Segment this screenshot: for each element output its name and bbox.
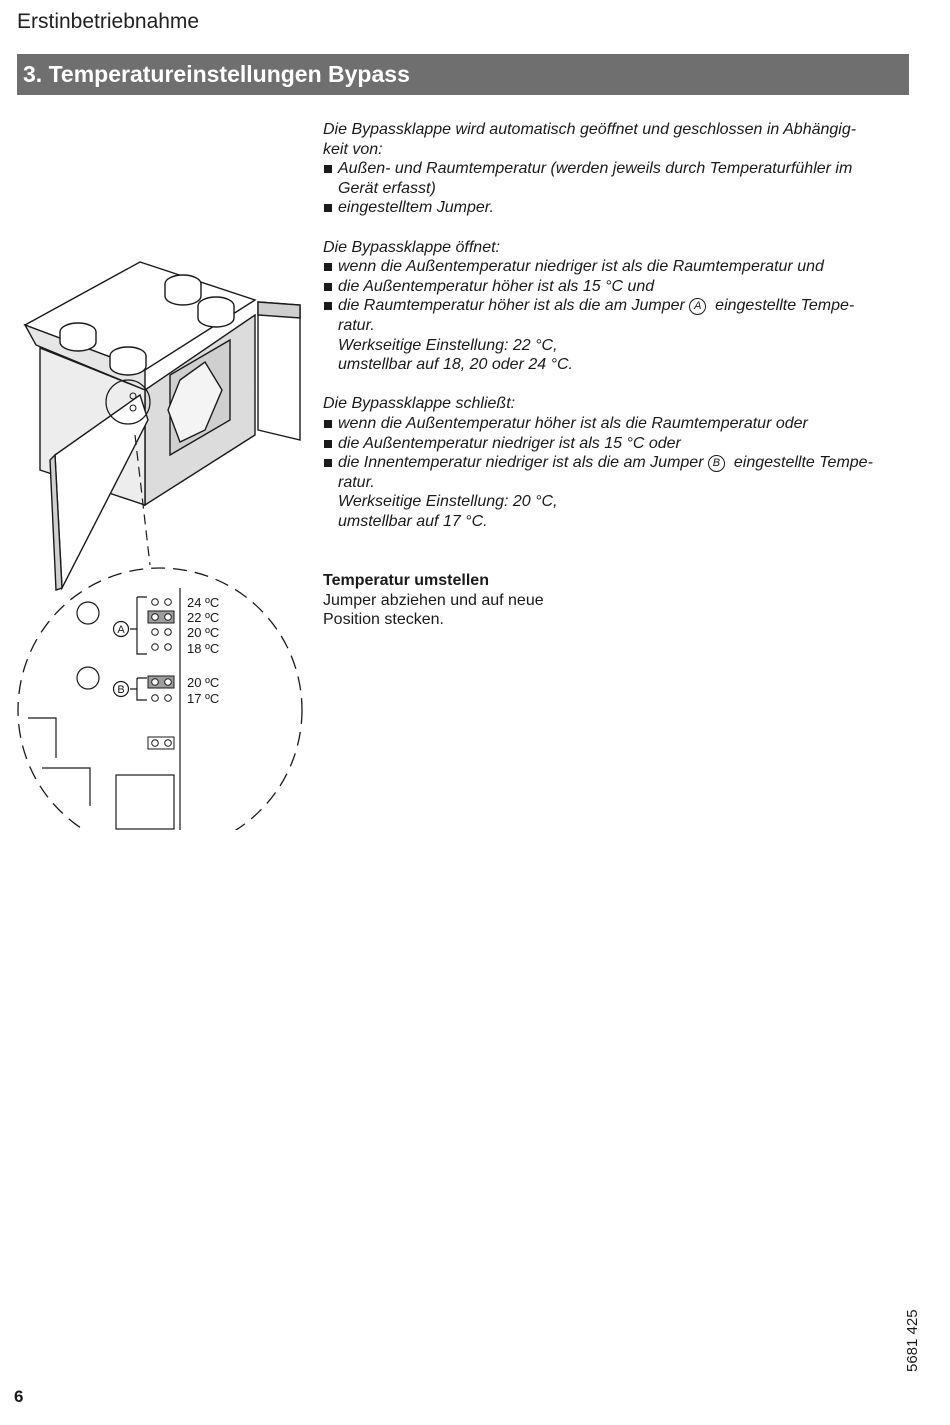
closes-options: umstellbar auf 17 °C. [338, 512, 488, 530]
opens-factory-setting: Werkseitige Einstellung: 22 °C, [338, 336, 558, 354]
change-heading: Temperatur umstellen [323, 572, 489, 590]
page-number: 6 [14, 1387, 24, 1406]
intro-bullet: Außen- und Raumtemperatur (werden jeweils durch Temperaturfühler im Gerät erfasst) [323, 159, 913, 198]
opens-bullet: wenn die Außentemperatur niedriger ist als die Raumtemperatur und [323, 257, 913, 277]
opens-bullet: die Raumtemperatur höher ist als die am Jumper A eingestellte Tempe- ratur. [323, 296, 913, 335]
opens-paragraph [323, 238, 913, 375]
document-number: 5681 425 [904, 1309, 921, 1372]
jumper-a-label: A [117, 624, 125, 636]
jumper-b-option: 17 ºC [187, 691, 220, 706]
intro-line: keit von: [323, 140, 383, 158]
jumper-b-marker: B [708, 455, 725, 472]
intro-paragraph [323, 120, 913, 218]
closes-heading: Die Bypassklappe schließt: [323, 395, 516, 413]
jumper-b-label: B [117, 684, 125, 696]
closes-bullet: die Außentemperatur niedriger ist als 15 °C oder [323, 434, 913, 454]
opens-bullet: die Außentemperatur höher ist als 15 °C und [323, 277, 913, 297]
jumper-a-option: 20 ºC [187, 625, 220, 640]
magnified-detail [18, 568, 302, 830]
change-line: Position stecken. [323, 611, 444, 629]
change-line: Jumper abziehen und auf neue [323, 591, 544, 609]
change-block [323, 551, 913, 630]
intro-line: Die Bypassklappe wird automatisch geöffnet und geschlossen in Abhängig- [323, 121, 857, 138]
closes-paragraph [323, 394, 913, 531]
closes-bullet: wenn die Außentemperatur höher ist als die Raumtemperatur oder [323, 414, 913, 434]
jumper-a-option: 22 ºC [187, 610, 220, 625]
intro-bullet: eingestelltem Jumper. [323, 198, 913, 218]
jumper-a-marker: A [689, 298, 706, 315]
jumper-b-option: 20 ºC [187, 675, 220, 690]
page-header-title: Erstinbetriebnahme [17, 10, 200, 33]
opens-heading: Die Bypassklappe öffnet: [323, 238, 500, 256]
bypass-illustration [0, 240, 320, 830]
jumper-a-option: 24 ºC [187, 595, 220, 610]
section-heading: 3. Temperatureinstellungen Bypass [17, 54, 909, 95]
text-column [323, 120, 913, 630]
jumper-a-option: 18 ºC [187, 641, 220, 656]
opens-options: umstellbar auf 18, 20 oder 24 °C. [338, 356, 573, 374]
closes-factory-setting: Werkseitige Einstellung: 20 °C, [338, 493, 558, 511]
closes-bullet: die Innentemperatur niedriger ist als die am Jumper B eingestellte Tempe- ratur. [323, 453, 913, 492]
